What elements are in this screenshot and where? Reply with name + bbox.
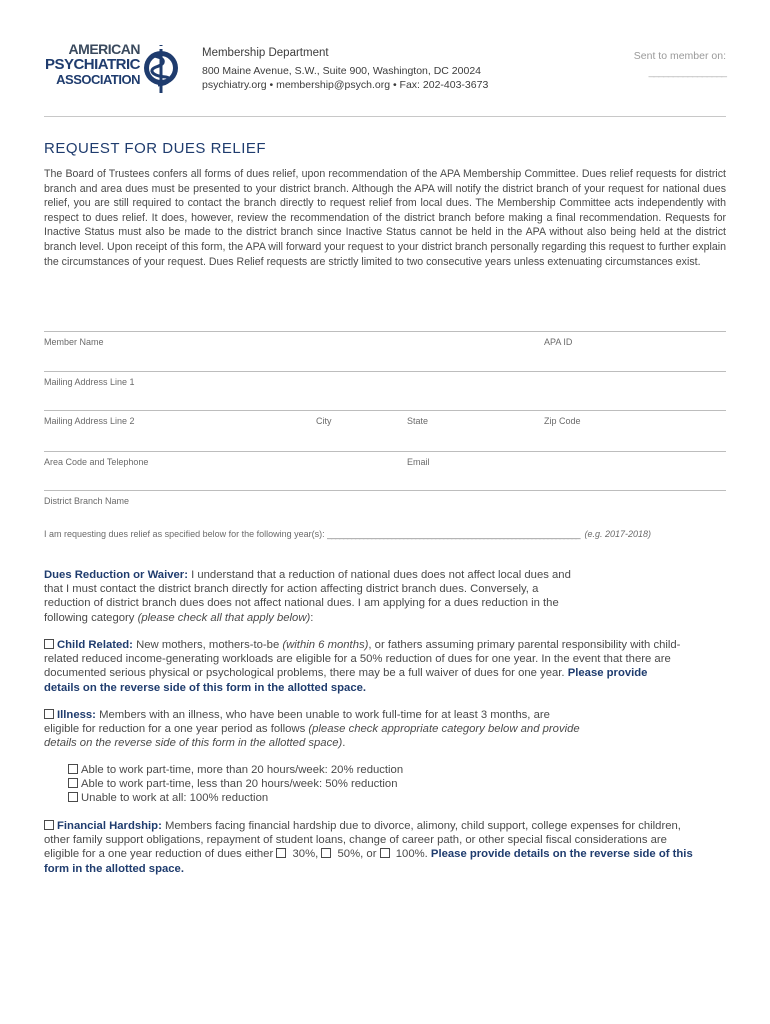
logo-line-1: AMERICAN [68, 41, 140, 57]
years-example: (e.g. 2017-2018) [584, 529, 652, 539]
illness-option-1-label: Able to work part-time, more than 20 hours/week: 20% reduction [81, 764, 404, 776]
financial-100-label: 100%. [392, 848, 431, 861]
mailing-address-1-field[interactable]: Mailing Address Line 1 [44, 377, 135, 387]
caduceus-icon [142, 42, 182, 96]
dues-reduction-section [44, 568, 584, 625]
child-details-note: Please provide details on the reverse side of this form in the allotted space. [44, 667, 648, 694]
mailing-2-row [44, 410, 726, 441]
illness-option-3-label: Unable to work at all: 100% reduction [81, 792, 269, 804]
financial-details-note: Please provide details on the reverse side of this form in the allotted space. [44, 848, 693, 875]
years-input[interactable]: _______________________________________________________________ [327, 529, 580, 539]
financial-hardship-section [44, 819, 704, 876]
financial-hardship-checkbox[interactable] [44, 820, 54, 830]
child-related-section [44, 638, 684, 695]
sent-date-field[interactable]: ________________ [648, 66, 726, 78]
illness-option-1-checkbox[interactable] [68, 764, 78, 774]
intro-paragraph: The Board of Trustees confers all forms of dues relief, upon recommendation of the APA Membership Committee. Dues relief requests for district branch and area dues must be presented to your district branch. Although the APA will notify the district branch of your request for national dues relief, you are still required to contact the branch directly to request relief from local dues. The Membership Committee acts independently with respect to dues relief. It does, however, review the recommendation of the district branch before making a final recommendation. Requests for Inactive Status must also be made to the district branch since Inactive Status cannot be held in the APA without also being held at the district branch level. Upon receipt of this form, the APA will forward your request to your district branch personally regarding this request to further explain the circumstances of your request. Dues Relief requests are strictly limited to two consecutive years unless extenuating circumstances exist. [44, 168, 726, 268]
apa-id-field[interactable]: APA ID [544, 337, 573, 347]
member-name-field[interactable]: Member Name [44, 337, 104, 347]
logo-line-2: PSYCHIATRIC [44, 56, 140, 73]
member-name-row [44, 331, 726, 362]
dues-italic: (please check all that apply below) [137, 611, 311, 624]
sent-to-member [634, 50, 726, 78]
apa-logo [44, 42, 194, 98]
financial-30-checkbox[interactable] [276, 848, 286, 858]
illness-option-2 [68, 777, 397, 791]
logo-wordmark [44, 42, 140, 87]
email-field[interactable]: Email [407, 457, 430, 467]
sent-label: Sent to member on: [633, 50, 726, 62]
illness-checkbox[interactable] [44, 709, 54, 719]
years-request-line [44, 529, 651, 539]
illness-option-3 [68, 791, 268, 805]
district-row [44, 490, 726, 521]
page-title: REQUEST FOR DUES RELIEF [44, 140, 267, 157]
dues-text: I understand that a reduction of national dues does not affect local dues and that I must contact the district branch directly for action affecting district branch dues. Conversely, a reduction of district branch dues does not affect national dues. I am applying for a dues reduction in the following category [44, 569, 571, 624]
illness-italic: (please check appropriate category below and provide details on the reverse side of this form in the allotted space) [44, 723, 580, 750]
zip-field[interactable]: Zip Code [544, 416, 581, 426]
district-branch-field[interactable]: District Branch Name [44, 496, 130, 506]
child-text-1: New mothers, mothers-to-be [132, 639, 283, 651]
logo-line-3: ASSOCIATION [56, 72, 140, 87]
mailing-1-row [44, 371, 726, 402]
dues-end: : [310, 611, 314, 624]
street-address: 800 Maine Avenue, S.W., Suite 900, Washington, DC 20024 [202, 65, 482, 77]
child-italic: (within 6 months) [282, 639, 369, 651]
illness-option-2-label: Able to work part-time, less than 20 hours/week: 50% reduction [81, 778, 398, 790]
child-heading: Child Related: [57, 639, 133, 651]
child-text-2: , or fathers assuming primary parental responsibility with child-related reduced income-generating workloads are eligible for a 50% reduction of dues for one year. In the event that there are documented serious physical or psychological problems, there may be a full waiver of dues for one year. [44, 639, 681, 680]
illness-heading: Illness: [57, 709, 96, 721]
phone-row [44, 451, 726, 482]
telephone-field[interactable]: Area Code and Telephone [44, 457, 149, 467]
city-field[interactable]: City [316, 416, 332, 426]
illness-text: Members with an illness, who have been unable to work full-time for at least 3 months, are eligible for reduction for a one year period as follows [44, 709, 550, 736]
illness-option-3-checkbox[interactable] [68, 792, 78, 802]
financial-100-checkbox[interactable] [380, 848, 390, 858]
illness-end: . [342, 737, 346, 750]
header-divider [44, 116, 726, 117]
child-related-checkbox[interactable] [44, 639, 54, 649]
years-label: I am requesting dues relief as specified below for the following year(s): [44, 529, 328, 539]
financial-text: Members facing financial hardship due to divorce, alimony, child support, college expenses for children, other family support obligations, repayment of student loans, change of career path, or other special fiscal considerations are eligible for a one year reduction of dues either [44, 820, 681, 861]
illness-option-1 [68, 763, 403, 777]
mailing-address-2-field[interactable]: Mailing Address Line 2 [44, 416, 135, 426]
department-name: Membership Department [202, 47, 329, 59]
financial-50-label: 50%, or [334, 848, 380, 861]
contact-line: psychiatry.org • membership@psych.org • Fax: 202-403-3673 [202, 79, 489, 91]
financial-50-checkbox[interactable] [321, 848, 331, 858]
contact-block [202, 64, 488, 92]
financial-heading: Financial Hardship: [57, 820, 162, 832]
dues-heading: Dues Reduction or Waiver: [44, 569, 188, 581]
illness-option-2-checkbox[interactable] [68, 778, 78, 788]
illness-section [44, 708, 584, 751]
financial-30-label: 30%, [289, 848, 322, 861]
state-field[interactable]: State [407, 416, 429, 426]
